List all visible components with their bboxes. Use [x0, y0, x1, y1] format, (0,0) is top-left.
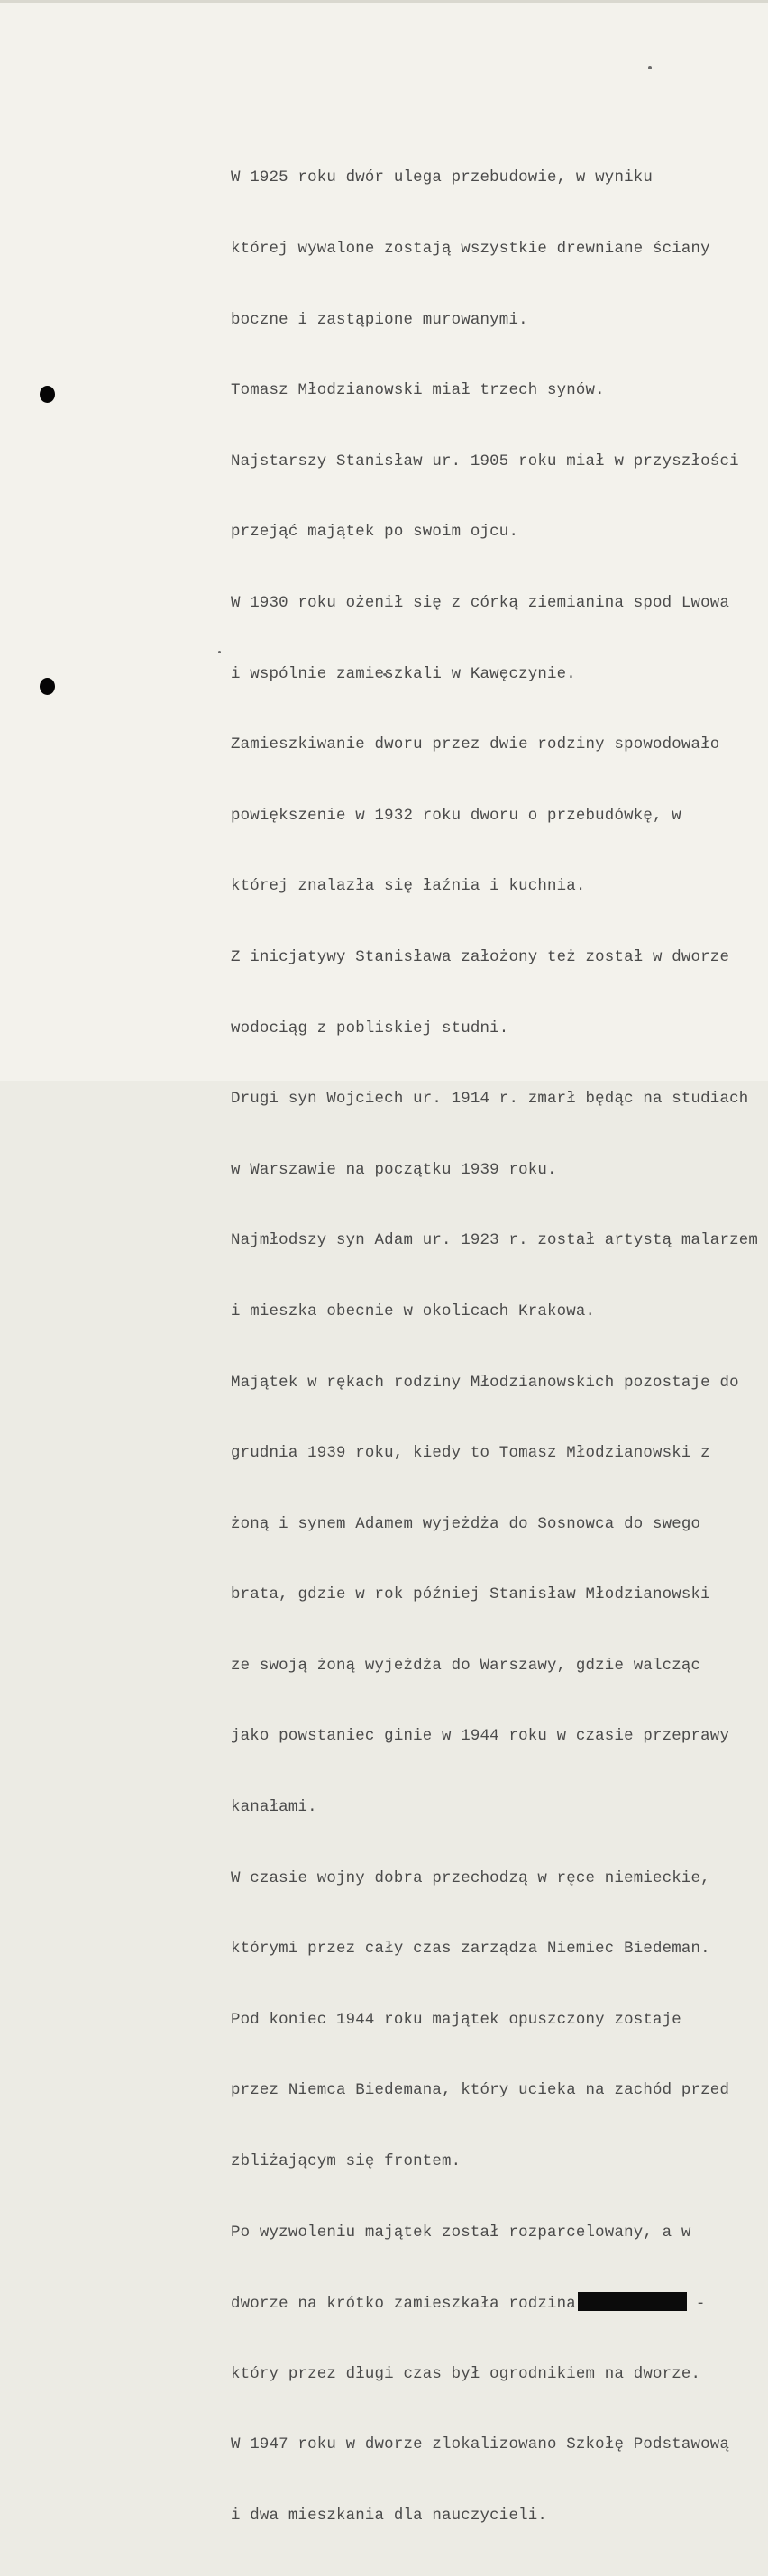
text-line: W czasie wojny dobra przechodzą w ręce niemieckie, [231, 1869, 710, 1887]
text-line: powiększenie w 1932 roku dworu o przebudówkę, w [231, 807, 681, 825]
punch-hole [40, 678, 55, 695]
page-edge [0, 0, 768, 3]
text-line: Najstarszy Stanisław ur. 1905 roku miał w przyszłości [231, 452, 739, 470]
text-line: ze swoją żoną wyjeżdża do Warszawy, gdzie walcząc [231, 1657, 701, 1675]
text-line: jako powstaniec ginie w 1944 roku w czasie przeprawy [231, 1728, 730, 1746]
punch-hole [40, 386, 55, 403]
text-line: Majątek w rękach rodziny Młodzianowskich pozostaje do [231, 1374, 739, 1392]
text-line: Tomasz Młodzianowski miał trzech synów. [231, 382, 605, 400]
text-line: której wywalone zostają wszystkie drewniane ściany [231, 241, 710, 258]
text-before-redaction: dworze na krótko zamieszkała rodzina [231, 2296, 576, 2314]
text-line: Pod koniec 1944 roku majątek opuszczony zostaje [231, 2011, 681, 2029]
text-line: którymi przez cały czas zarządza Niemiec Biedeman. [231, 1941, 710, 1959]
text-line: żoną i synem Adamem wyjeżdża do Sosnowca do swego [231, 1515, 701, 1533]
text-line: której znalazła się łaźnia i kuchnia. [231, 878, 586, 896]
text-line: grudnia 1939 roku, kiedy to Tomasz Młodzianowski z [231, 1445, 710, 1463]
text-line: Zamieszkiwanie dworu przez dwie rodziny spowodowało [231, 736, 720, 754]
text-line: Z inicjatywy Stanisława założony też został w dworze [231, 948, 730, 966]
text-line: w Warszawie na początku 1939 roku. [231, 1161, 557, 1179]
text-line: Po wyzwoleniu majątek został rozparcelowany, a w [231, 2224, 691, 2242]
text-line: i mieszka obecnie w okolicach Krakowa. [231, 1302, 596, 1320]
text-line: W 1947 roku w dworze zlokalizowano Szkołę Podstawową [231, 2436, 730, 2454]
text-line: i wspólnie zamieszkali w Kawęczynie. [231, 665, 576, 683]
ink-speck [218, 651, 221, 653]
text-after-redaction: - [695, 2296, 706, 2314]
text-line: W 1925 roku dwór ulega przebudowie, w wyniku [231, 169, 653, 187]
typed-text-body [231, 120, 758, 2576]
text-line: Najmłodszy syn Adam ur. 1923 r. został artystą malarzem [231, 1232, 758, 1250]
text-line-redacted [231, 2292, 758, 2316]
text-line: brata, gdzie w rok później Stanisław Młodzianowski [231, 1586, 710, 1604]
ink-speck [648, 66, 652, 69]
text-line: przez Niemca Biedemana, który ucieka na zachód przed [231, 2082, 730, 2100]
text-line: wodociąg z pobliskiej studni. [231, 1019, 509, 1037]
text-line: kanałami. [231, 1799, 317, 1817]
text-line: zbliżającym się frontem. [231, 2153, 462, 2171]
text-line: i dwa mieszkania dla nauczycieli. [231, 2507, 547, 2525]
redaction-bar [578, 2292, 687, 2311]
text-line: który przez długi czas był ogrodnikiem na dworze. [231, 2365, 701, 2383]
text-line: Drugi syn Wojciech ur. 1914 r. zmarł będąc na studiach [231, 1091, 749, 1109]
text-line: przejąć majątek po swoim ojcu. [231, 524, 519, 542]
text-line: boczne i zastąpione murowanymi. [231, 311, 528, 329]
text-line: W 1930 roku ożenił się z córką ziemianina spod Lwowa [231, 594, 730, 612]
